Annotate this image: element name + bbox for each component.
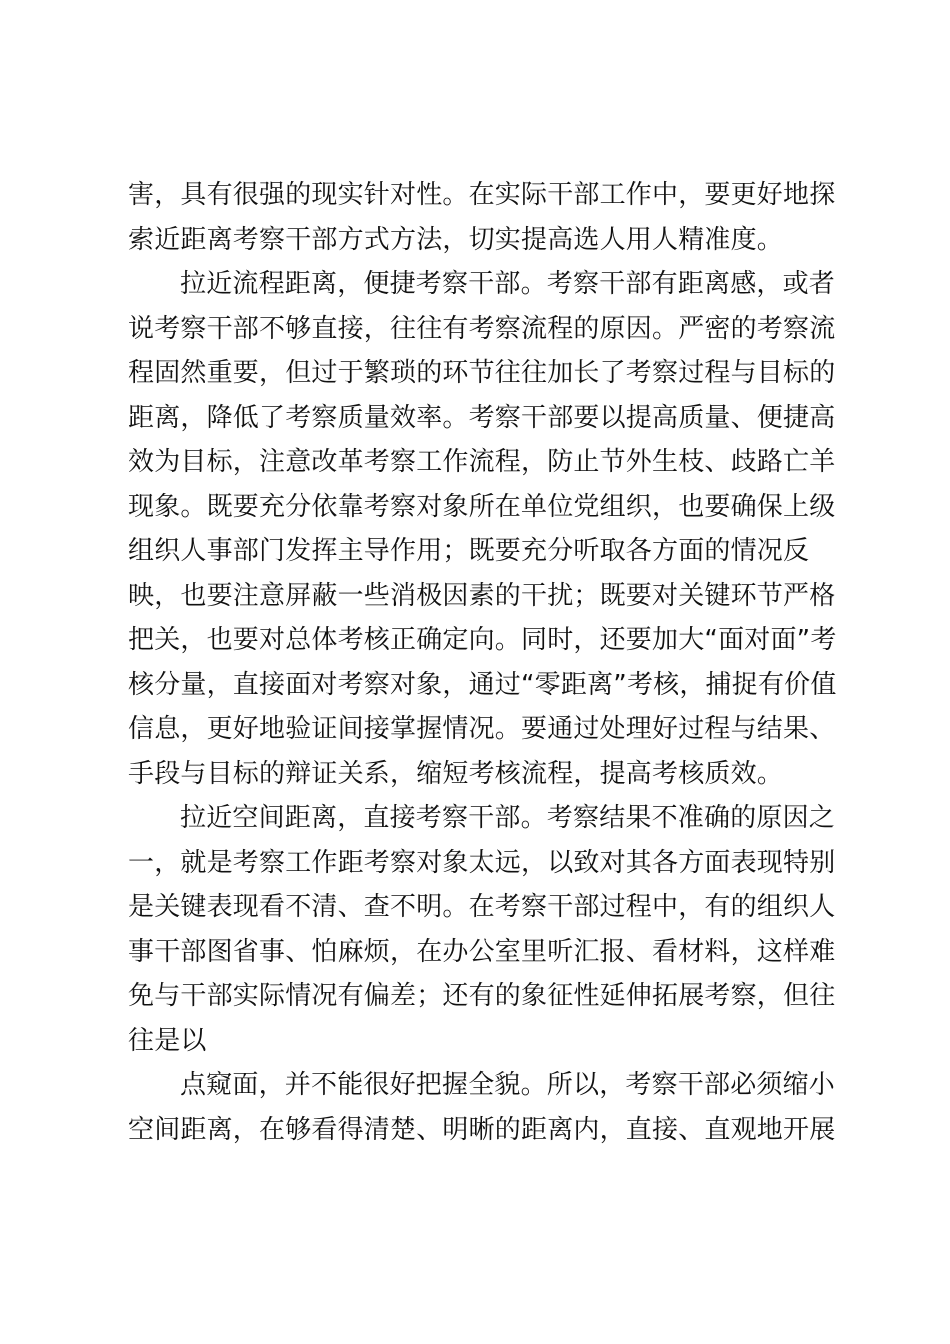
text-line: 效为目标，注意改革考察工作流程，防止节外生枝、歧路亡羊 bbox=[128, 447, 836, 477]
text-line: 说考察干部不够直接，往往有考察流程的原因。严密的考察流 bbox=[128, 314, 836, 344]
text-line: 害，具有很强的现实针对性。在实际干部工作中，要更好地探 bbox=[128, 180, 836, 210]
text-line: 往是以 bbox=[128, 1026, 207, 1056]
text-line: 映，也要注意屏蔽一些消极因素的干扰；既要对关键环节严格 bbox=[128, 581, 836, 611]
text-line: 免与干部实际情况有偏差；还有的象征性延伸拓展考察，但往 bbox=[128, 981, 836, 1011]
text-line: 空间距离，在够看得清楚、明晰的距离内，直接、直观地开展 bbox=[128, 1115, 836, 1145]
text-line: 把关，也要对总体考核正确定向。同时，还要加大“面对面”考 bbox=[128, 625, 837, 655]
text-line: 手段与目标的辩证关系，缩短考核流程，提高考核质效。 bbox=[128, 759, 784, 789]
paragraph-start-line: 点窥面，并不能很好把握全貌。所以，考察干部必须缩小 bbox=[180, 1070, 836, 1100]
text-line: 距离，降低了考察质量效率。考察干部要以提高质量、便捷高 bbox=[128, 403, 836, 433]
text-line: 核分量，直接面对考察对象，通过“零距离”考核，捕捉有价值 bbox=[128, 670, 837, 700]
paragraph-start-line: 拉近空间距离，直接考察干部。考察结果不准确的原因之 bbox=[180, 803, 836, 833]
text-line: 索近距离考察干部方式方法，切实提高选人用人精准度。 bbox=[128, 225, 784, 255]
text-line: 一，就是考察工作距考察对象太远，以致对其各方面表现特别 bbox=[128, 848, 836, 878]
text-line: 现象。既要充分依靠考察对象所在单位党组织，也要确保上级 bbox=[128, 492, 836, 522]
text-line: 是关键表现看不清、查不明。在考察干部过程中，有的组织人 bbox=[128, 892, 836, 922]
text-line: 程固然重要，但过于繁琐的环节往往加长了考察过程与目标的 bbox=[128, 358, 836, 388]
text-line: 组织人事部门发挥主导作用；既要充分听取各方面的情况反 bbox=[128, 536, 810, 566]
paragraph-start-line: 拉近流程距离，便捷考察干部。考察干部有距离感，或者 bbox=[180, 269, 836, 299]
text-line: 事干部图省事、怕麻烦，在办公室里听汇报、看材料，这样难 bbox=[128, 937, 836, 967]
text-line: 信息，更好地验证间接掌握情况。要通过处理好过程与结果、 bbox=[128, 714, 836, 744]
